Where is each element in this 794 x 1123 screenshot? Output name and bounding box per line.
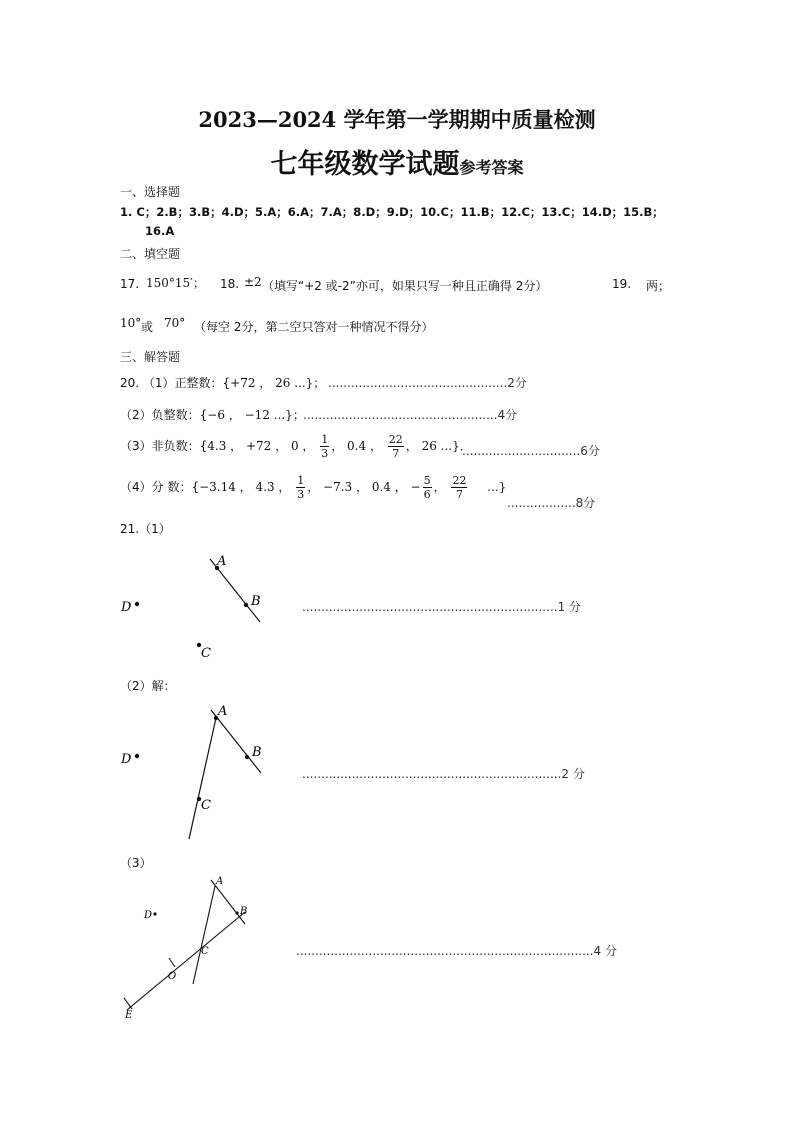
q20-1-values: +72 ， 26 ...}； [230, 376, 326, 390]
label-c: C [201, 798, 211, 813]
frac-den: 7 [455, 488, 463, 501]
q19-answer: 两； [646, 279, 671, 293]
q20-1-row [120, 374, 325, 391]
q20-1-score: ...............................................2分 [328, 376, 527, 390]
frac-den: 7 [392, 447, 400, 460]
label-e: E [125, 1010, 133, 1021]
q19-number: 19. [612, 277, 632, 291]
label-a: A [217, 554, 227, 569]
label-b: B [251, 594, 261, 609]
frac-den: 6 [423, 488, 431, 501]
q20-1-prefix: 20. （1）正整数：{ [120, 376, 231, 390]
frac-num: 1 [321, 433, 329, 446]
frac-den: 3 [321, 447, 329, 460]
q1-answers-line1: 1. C；2.B；3.B；4.D；5.A；6.A；7.A；8.D；9.D；10.C；11.B；12.C；13.C；14.D；15.B； [120, 205, 664, 219]
tick-e [124, 998, 132, 1009]
q20-4-values-b: ， −7.3 ， 0.4 ， [307, 480, 407, 494]
tick-o [169, 958, 175, 967]
q21-1-score: ...................................................................1 分 [302, 600, 582, 614]
q17-number: 17. [120, 277, 140, 291]
q18-answer: ±2 [244, 275, 262, 289]
line-ac [193, 886, 215, 984]
label-b: B [252, 745, 262, 760]
q21-1-label: 21.（1） [120, 522, 171, 536]
point-b [235, 911, 238, 914]
fraction-22-7 [388, 433, 404, 460]
q20-4-row [120, 474, 506, 501]
q20-2-values: −6 ， −12 ...}； [207, 408, 305, 422]
ray-bo [127, 912, 245, 1010]
point-b [245, 755, 249, 759]
point-d [153, 912, 156, 915]
label-c: C [201, 946, 209, 957]
q20-3-values-c: ， 26 ...}． [405, 439, 472, 453]
q18-note: （填写“+2 或-2”亦可，如果只写一种且正确得 2分） [262, 279, 548, 293]
line-ab [211, 710, 261, 773]
q20-3-prefix: （3）非负数：{ [120, 439, 208, 453]
q20-3-values-b: ， 0.4 ， [331, 439, 382, 453]
frac-num: 1 [297, 474, 305, 487]
q20-2-row [120, 406, 305, 423]
q20-4-values-a: −3.14 ， 4.3 ， [199, 480, 291, 494]
minus-sign: − [410, 480, 421, 494]
label-d: D [121, 600, 132, 615]
comma: ， [433, 480, 446, 494]
fraction-one-third [320, 433, 329, 460]
section-choice: 一、选择题 [120, 185, 181, 199]
label-b: B [240, 906, 248, 917]
q18-number: 18. [220, 277, 240, 291]
q20-4-end: ...} [487, 480, 507, 494]
section-solve: 三、解答题 [120, 350, 181, 364]
frac-den: 3 [297, 488, 305, 501]
fraction-one-third [296, 474, 305, 501]
line-ac [189, 718, 216, 839]
frac-num: 22 [388, 433, 403, 446]
subtitle-small: 参考答案 [459, 158, 524, 177]
frac-num: 5 [423, 474, 431, 487]
label-c: C [201, 646, 211, 661]
q21-2-label: （2）解： [120, 679, 176, 693]
q19-or: 或 [141, 320, 154, 334]
q17-answer: 150°15′； [146, 276, 205, 290]
point-b [244, 603, 248, 607]
point-d [135, 602, 139, 606]
point-d [135, 754, 139, 758]
q20-4-score: ..................8分 [507, 496, 596, 510]
subtitle-main: 七年级数学试题 [270, 149, 460, 180]
q20-4-prefix: （4）分 数：{ [120, 480, 200, 494]
label-a: A [218, 704, 228, 719]
q1-answers-line2: 16.A [145, 224, 175, 238]
figure-21-3 [115, 872, 265, 1022]
q19-answer-b: 70° [164, 316, 186, 330]
q20-3-values-a: 4.3 ， +72 ， 0 ， [207, 439, 315, 453]
figure-21-2 [115, 702, 285, 842]
frac-num: 22 [452, 474, 467, 487]
label-d: D [144, 910, 153, 921]
fraction-5-6 [423, 474, 432, 501]
q20-2-prefix: （2）负整数：{ [120, 408, 208, 422]
label-d: D [121, 752, 132, 767]
q21-2-score: ....................................................................2 分 [302, 767, 585, 781]
q21-3-score: ..............................................................................4 分 [296, 944, 617, 958]
q21-3-label: （3） [120, 856, 152, 870]
label-o: O [168, 971, 177, 982]
figure-21-1 [115, 548, 285, 668]
page-subtitle [0, 142, 794, 181]
q20-3-score: ...............................6分 [462, 444, 600, 458]
q19-note: （每空 2分，第二空只答对一种情况不得分） [194, 320, 434, 334]
q20-3-row [120, 433, 472, 460]
page-title: 2023—2024 学年第一学期期中质量检测 [198, 107, 596, 132]
section-fill: 二、填空题 [120, 247, 181, 261]
q20-2-score: ...................................................4分 [303, 408, 518, 422]
fraction-22-7 [451, 474, 467, 501]
q19-answer-a: 10° [120, 316, 142, 330]
label-a: A [216, 876, 224, 887]
